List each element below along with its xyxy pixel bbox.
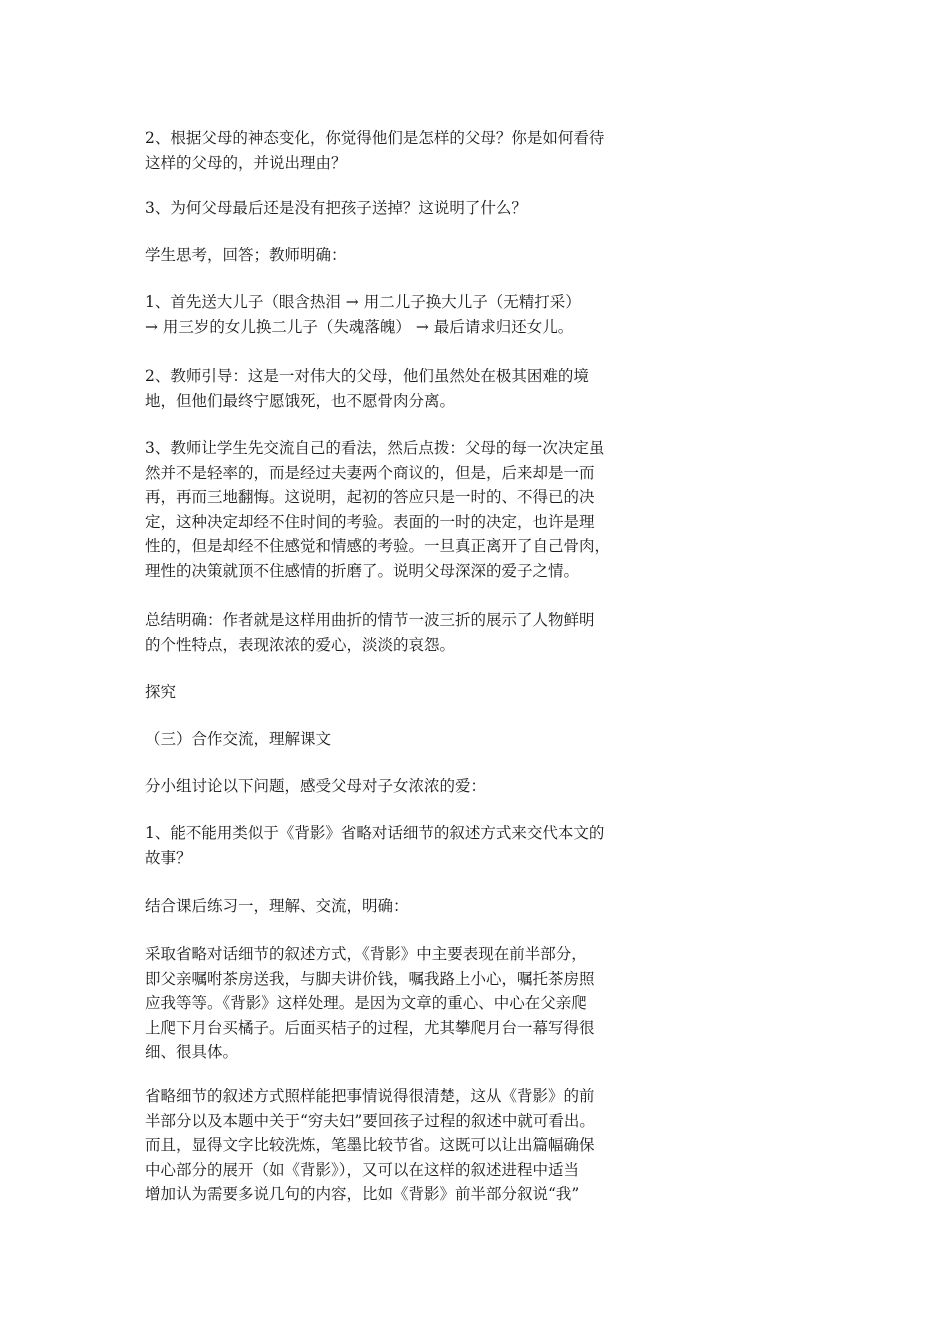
text-line: 的个性特点，表现浓浓的爱心，淡淡的哀怨。 <box>145 635 456 654</box>
text-line: 这样的父母的，并说出理由？ <box>145 153 347 172</box>
exercise-intro <box>145 894 655 919</box>
text-line: 省略细节的叙述方式照样能把事情说得很清楚，这从《背影》的前 <box>145 1087 595 1105</box>
discussion-question-1 <box>145 821 655 870</box>
text-line: 中心部分的展开（如《背影》），又可以在这样的叙述进程中适当 <box>145 1160 580 1179</box>
explanation-paragraph-1 <box>145 942 655 1065</box>
answer-3-paragraph <box>145 436 655 583</box>
text-line: 总结明确：作者就是这样用曲折的情节一波三折的展示了人物鲜明 <box>145 611 595 629</box>
question-3-paragraph <box>145 196 655 221</box>
text-line: 故事？ <box>145 848 192 867</box>
text-line: → 用三岁的女儿换二儿子（失魂落魄） → 最后请求归还女儿。 <box>145 317 574 336</box>
answer-2-paragraph <box>145 364 655 413</box>
text-line: 地，但他们最终宁愿饿死，也不愿骨肉分离。 <box>145 391 456 410</box>
explanation-paragraph-2 <box>145 1084 655 1207</box>
text-line: 理性的决策就顶不住感情的折磨了。说明父母深深的爱子之情。 <box>145 561 580 580</box>
group-discussion-intro <box>145 774 655 799</box>
text-line: 分小组讨论以下问题，感受父母对子女浓浓的爱： <box>145 777 487 795</box>
answer-1-paragraph <box>145 290 655 339</box>
section-heading-explore <box>145 680 655 705</box>
text-line: 2、教师引导：这是一对伟大的父母，他们虽然处在极其困难的境 <box>145 367 589 385</box>
text-line: 3、教师让学生先交流自己的看法，然后点拨：父母的每一次决定虽 <box>145 439 605 457</box>
text-line: 而且，显得文字比较洗炼，笔墨比较节省。这既可以让出篇幅确保 <box>145 1136 595 1154</box>
text-line: 定，这种决定却经不住时间的考验。表面的一时的决定，也许是理 <box>145 512 595 531</box>
text-line: （三）合作交流，理解课文 <box>145 730 332 748</box>
text-line: 再，再而三地翻悔。这说明，起初的答应只是一时的、不得已的决 <box>145 488 595 506</box>
text-line: 半部分以及本题中关于“穷夫妇”要回孩子过程的叙述中就可看出。 <box>145 1111 595 1130</box>
text-line: 1、能不能用类似于《背影》省略对话细节的叙述方式来交代本文的 <box>145 824 605 842</box>
text-line: 采取省略对话细节的叙述方式，《背影》中主要表现在前半部分， <box>145 945 587 963</box>
text-line: 2、根据父母的神态变化，你觉得他们是怎样的父母？你是如何看待 <box>145 129 605 147</box>
text-line: 应我等等。《背影》这样处理。是因为文章的重心、中心在父亲爬 <box>145 994 587 1012</box>
question-2-paragraph <box>145 126 655 175</box>
section-heading-cooperate <box>145 727 655 752</box>
text-line: 探究 <box>145 683 177 701</box>
text-line: 上爬下月台买橘子。后面买桔子的过程，尤其攀爬月台一幕写得很 <box>145 1018 595 1037</box>
text-line: 性的，但是却经不住感觉和情感的考验。一旦真正离开了自己骨肉， <box>145 537 611 555</box>
text-line: 学生思考，回答；教师明确： <box>145 246 347 264</box>
text-line: 结合课后练习一，理解、交流，明确： <box>145 897 409 915</box>
text-line: 然并不是轻率的，而是经过夫妻两个商议的，但是，后来却是一而 <box>145 463 595 482</box>
text-line: 1、首先送大儿子（眼含热泪 → 用二儿子换大儿子（无精打采） <box>145 293 581 311</box>
text-line: 3、为何父母最后还是没有把孩子送掉？这说明了什么？ <box>145 199 527 217</box>
text-line: 细、很具体。 <box>145 1043 239 1061</box>
text-line: 增加认为需要多说几句的内容，比如《背影》前半部分叙说“我” <box>145 1185 580 1203</box>
student-answer-intro <box>145 243 655 268</box>
summary-paragraph <box>145 608 655 657</box>
text-line: 即父亲嘱咐茶房送我，与脚夫讲价钱，嘱我路上小心，嘱托茶房照 <box>145 969 595 988</box>
